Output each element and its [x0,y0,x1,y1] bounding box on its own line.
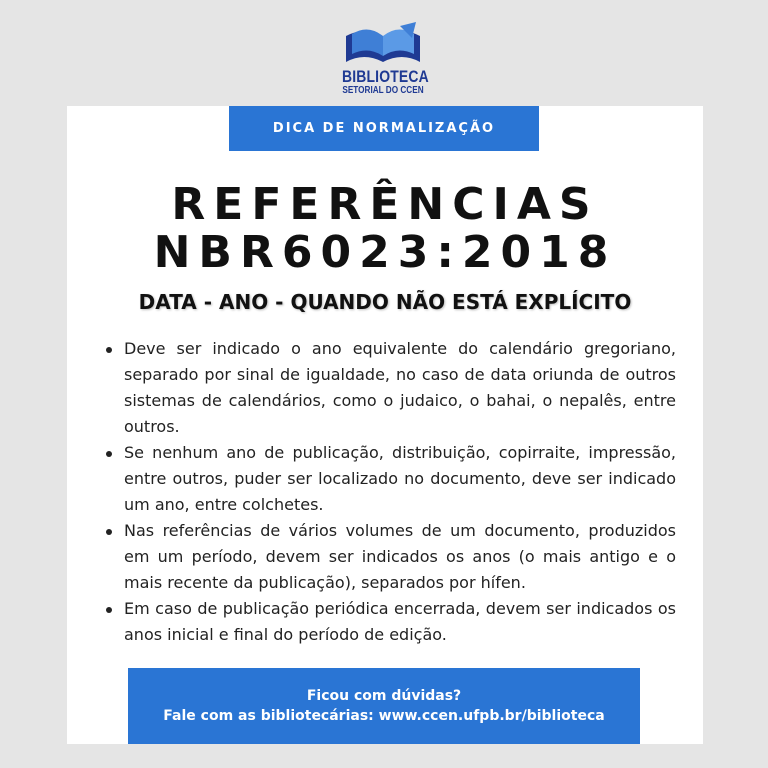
logo-title: BIBLIOTECA [342,67,429,86]
open-book-icon [342,22,424,66]
contact-footer [128,668,640,744]
list-item-text: Em caso de publicação periódica encerrada, devem ser indicados os anos inicial e final do período de edição. [124,599,676,644]
list-item [104,518,676,596]
list-item-text: Se nenhum ano de publicação, distribuição, copirraite, impressão, entre outros, puder ser localizado no documento, deve ser indicado um ano, entre colchetes. [124,443,676,514]
page-title: REFERÊNCIAS [171,179,599,230]
category-tag: DICA DE NORMALIZAÇÃO [229,106,539,151]
page-title-standard: NBR6023:2018 [153,227,617,278]
list-item-text: Nas referências de vários volumes de um documento, produzidos em um período, devem ser indicados os anos (o mais antigo e o mais recente da publicação), separados por hífen. [124,521,676,592]
logo-subtitle: SETORIAL DO CCEN [342,85,424,96]
list-item-text: Deve ser indicado o ano equivalente do calendário gregoriano, separado por sinal de igualdade, no caso de data oriunda de outros sistemas de calendários, como o judaico, o bahai, o nepalês, entre outros. [124,339,676,436]
footer-contact-link[interactable]: Fale com as bibliotecárias: www.ccen.ufpb.br/biblioteca [163,708,605,724]
section-heading: DATA - ANO - QUANDO NÃO ESTÁ EXPLÍCITO [138,290,632,314]
bullet-icon [106,347,112,353]
library-logo [333,22,433,104]
bullet-icon [106,451,112,457]
list-item [104,440,676,518]
bullet-list [104,336,676,648]
list-item [104,596,676,648]
list-item [104,336,676,440]
bullet-icon [106,529,112,535]
footer-question: Ficou com dúvidas? [306,688,462,704]
bullet-icon [106,607,112,613]
